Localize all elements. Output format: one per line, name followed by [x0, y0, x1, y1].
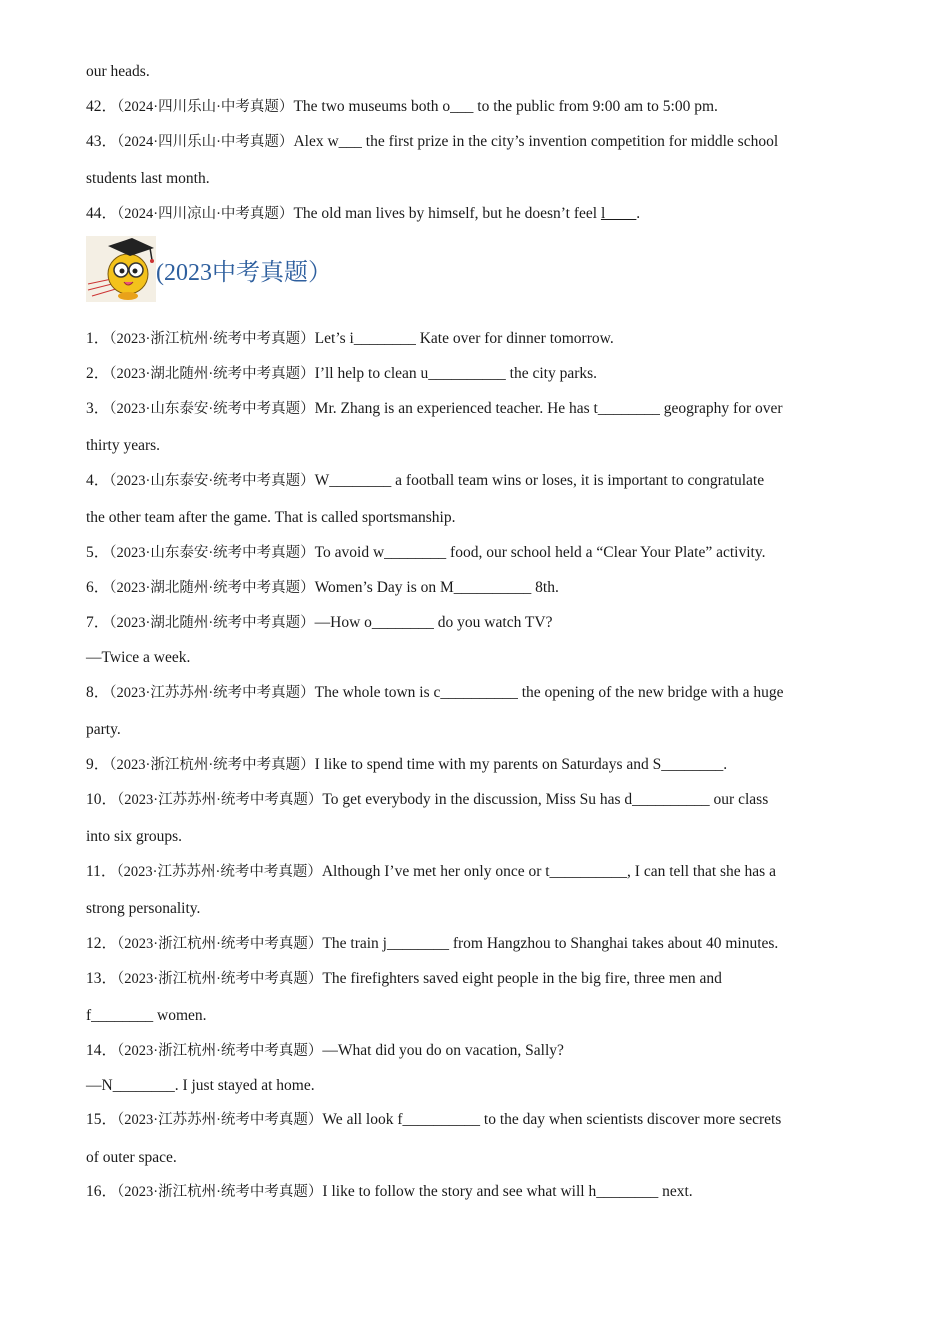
question-source: （2023·浙江杭州·统考中考真题）: [109, 331, 315, 347]
question-9: [86, 755, 876, 775]
question-text: The old man lives by himself, but he doesn’t feel: [293, 205, 601, 222]
line-text: the other team after the game. That is called sportsmanship.: [86, 509, 456, 526]
question-source: （2024·四川乐山·中考真题）: [117, 99, 294, 115]
question-source: （2024·四川凉山·中考真题）: [117, 206, 294, 222]
question-16: [86, 1182, 876, 1202]
question-number: 9．: [86, 756, 110, 773]
line-text: party.: [86, 721, 121, 738]
text-line: [86, 648, 876, 668]
question-number: 7．: [86, 614, 110, 631]
question-source: （2023·山东泰安·统考中考真题）: [109, 473, 315, 489]
question-text: Let’s i________ Kate over for dinner tomorrow.: [314, 330, 614, 347]
question-text: The firefighters saved eight people in the big fire, three men and: [322, 970, 722, 987]
question-1: [86, 329, 876, 349]
question-6: [86, 578, 876, 598]
question-number: 15．: [86, 1111, 118, 1128]
question-text: The train j________ from Hangzhou to Shanghai takes about 40 minutes.: [322, 935, 779, 952]
question-text: The two museums both o___ to the public from 9:00 am to 5:00 pm.: [293, 98, 718, 115]
text-line: [86, 436, 876, 456]
question-source: （2023·湖北随州·统考中考真题）: [109, 580, 315, 596]
trailing-punctuation: .: [636, 205, 641, 222]
question-text: I’ll help to clean u__________ the city parks.: [314, 365, 598, 382]
line-text: strong personality.: [86, 900, 201, 917]
question-number: 2．: [86, 365, 110, 382]
question-13: [86, 969, 876, 989]
line-text: —Twice a week.: [86, 649, 191, 666]
question-source: （2023·浙江杭州·统考中考真题）: [117, 971, 323, 987]
question-7: [86, 613, 876, 633]
owl-mascot-icon: [86, 236, 156, 302]
question-text: I like to spend time with my parents on Saturdays and S________.: [314, 756, 728, 773]
question-text: —How o________ do you watch TV?: [314, 614, 553, 631]
text-line: [86, 899, 876, 919]
question-text: Women’s Day is on M__________ 8th.: [314, 579, 559, 596]
text-line: [86, 62, 876, 82]
question-text: Alex w___ the first prize in the city’s invention competition for middle school: [293, 133, 779, 150]
question-text: To get everybody in the discussion, Miss Su has d__________ our class: [322, 791, 769, 808]
question-number: 6．: [86, 579, 110, 596]
question-source: （2023·江苏苏州·统考中考真题）: [109, 685, 315, 701]
question-number: 8．: [86, 684, 110, 701]
question-text: To avoid w________ food, our school held a “Clear Your Plate” activity.: [314, 544, 766, 561]
line-text: students last month.: [86, 170, 210, 187]
question-source: （2023·湖北随州·统考中考真题）: [109, 615, 315, 631]
question-source: （2023·江苏苏州·统考中考真题）: [117, 1112, 323, 1128]
question-number: 12．: [86, 935, 118, 952]
line-text: of outer space.: [86, 1149, 177, 1166]
question-number: 10．: [86, 791, 118, 808]
question-4: [86, 471, 876, 491]
question-source: （2023·浙江杭州·统考中考真题）: [117, 936, 323, 952]
question-44: [86, 204, 876, 224]
question-source: （2023·浙江杭州·统考中考真题）: [117, 1043, 323, 1059]
line-text: thirty years.: [86, 437, 161, 454]
text-line: [86, 508, 876, 528]
line-text: —N________. I just stayed at home.: [86, 1077, 315, 1094]
question-number: 13．: [86, 970, 118, 987]
text-line: [86, 827, 876, 847]
text-line: [86, 720, 876, 740]
question-42: [86, 97, 876, 117]
text-line: [86, 1076, 876, 1096]
question-source: （2023·山东泰安·统考中考真题）: [109, 545, 315, 561]
line-text: into six groups.: [86, 828, 183, 845]
question-43: [86, 132, 876, 152]
question-source: （2023·浙江杭州·统考中考真题）: [117, 1184, 323, 1200]
section-header: [86, 236, 486, 302]
question-number: 11．: [86, 863, 117, 880]
question-10: [86, 790, 876, 810]
question-number: 14．: [86, 1042, 118, 1059]
question-14: [86, 1041, 876, 1061]
question-source: （2023·江苏苏州·统考中考真题）: [117, 792, 323, 808]
question-number: 16．: [86, 1183, 118, 1200]
question-number: 1．: [86, 330, 110, 347]
question-source: （2023·山东泰安·统考中考真题）: [109, 401, 315, 417]
question-number: 44．: [86, 205, 118, 222]
question-2: [86, 364, 876, 384]
question-source: （2023·湖北随州·统考中考真题）: [109, 366, 315, 382]
question-number: 5．: [86, 544, 110, 561]
question-5: [86, 543, 876, 563]
question-11: [86, 862, 876, 882]
question-12: [86, 934, 876, 954]
text-line: [86, 1148, 876, 1168]
question-3: [86, 399, 876, 419]
question-text: We all look f__________ to the day when scientists discover more secrets: [322, 1111, 782, 1128]
line-text: our heads.: [86, 63, 150, 80]
question-number: 43．: [86, 133, 118, 150]
question-source: （2024·四川乐山·中考真题）: [117, 134, 294, 150]
question-number: 42．: [86, 98, 118, 115]
question-text: I like to follow the story and see what will h________ next.: [322, 1183, 693, 1200]
section-title: (2023中考真题）: [156, 260, 332, 286]
question-number: 4．: [86, 472, 110, 489]
line-text: f________ women.: [86, 1007, 207, 1024]
text-line: [86, 169, 876, 189]
underlined-blank: l____: [600, 205, 637, 222]
question-8: [86, 683, 876, 703]
question-source: （2023·浙江杭州·统考中考真题）: [109, 757, 315, 773]
text-line: [86, 1006, 876, 1026]
question-text: W________ a football team wins or loses, it is important to congratulate: [314, 472, 765, 489]
question-number: 3．: [86, 400, 110, 417]
question-15: [86, 1110, 876, 1130]
question-text: Mr. Zhang is an experienced teacher. He has t________ geography for over: [314, 400, 783, 417]
question-text: The whole town is c__________ the opening of the new bridge with a huge: [314, 684, 784, 701]
question-source: （2023·江苏苏州·统考中考真题）: [116, 864, 322, 880]
question-text: —What did you do on vacation, Sally?: [322, 1042, 564, 1059]
question-text: Although I’ve met her only once or t__________, I can tell that she has a: [321, 863, 776, 880]
